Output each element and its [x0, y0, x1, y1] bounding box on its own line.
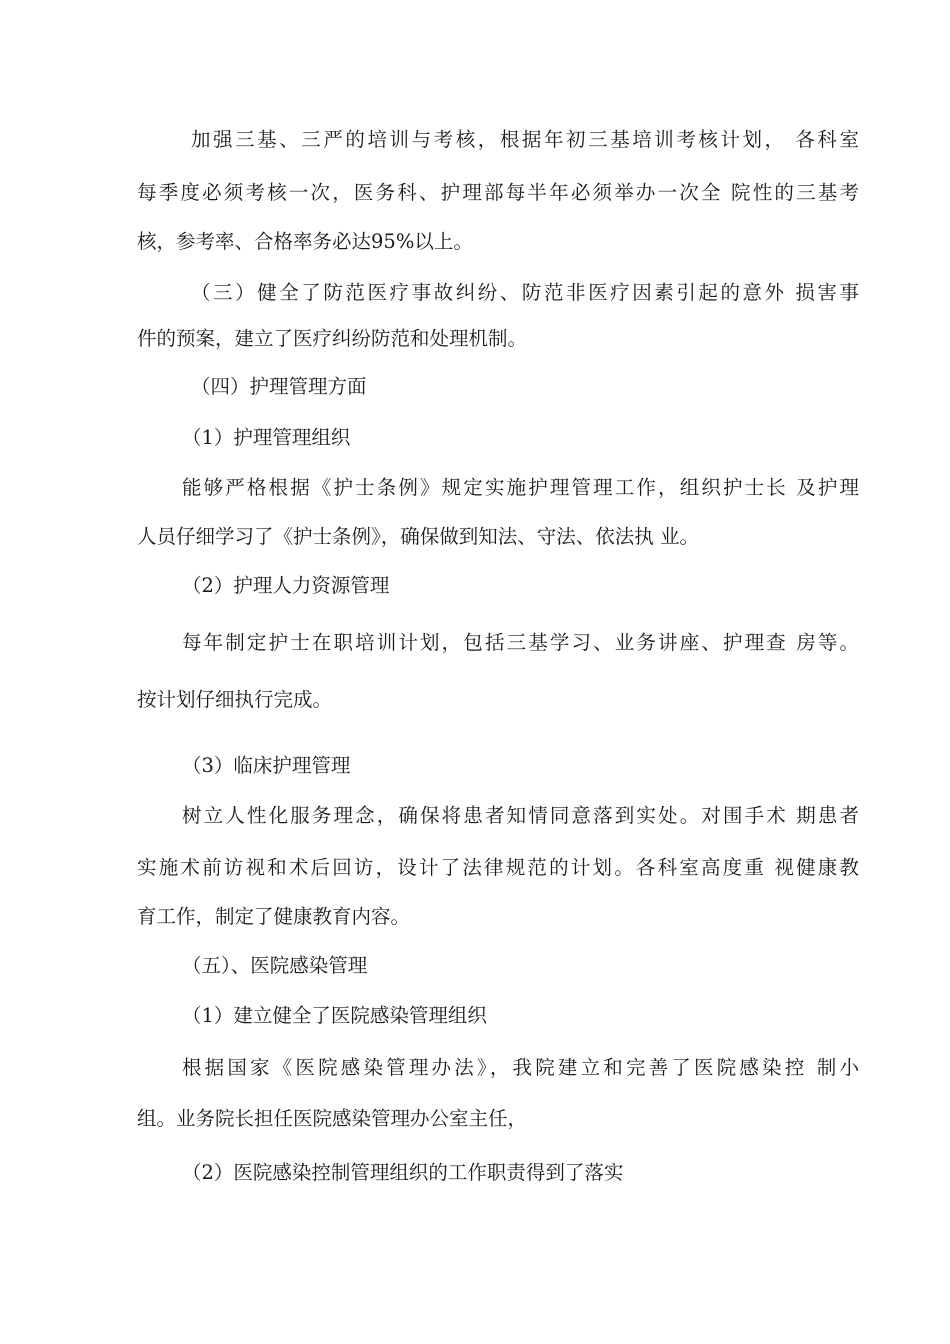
paragraph-4-line-1: 每年制定护士在职培训计划，包括三基学习、业务讲座、护理查 房等。	[182, 631, 859, 654]
paragraph-4-line-2: 按计划仔细执行完成。	[137, 688, 333, 711]
paragraph-3-line-2: 人员仔细学习了《护士条例》，确保做到知法、守法、依法执 业。	[137, 525, 699, 548]
paragraph-3-line-1: 能够严格根据《护士条例》规定实施护理管理工作，组织护士长 及护理	[182, 476, 859, 499]
paragraph-5-line-3: 育工作，制定了健康教育内容。	[137, 905, 411, 928]
subheading-clinical-nursing: （3）临床护理管理	[182, 754, 351, 777]
heading-nursing-management: （四）护理管理方面	[191, 375, 367, 398]
paragraph-2-line-1: （三）健全了防范医疗事故纠纷、防范非医疗因素引起的意外 损害事	[191, 281, 859, 304]
heading-infection-management: （五）、医院感染管理	[182, 954, 368, 977]
subheading-nursing-organization: （1）护理管理组织	[182, 426, 351, 449]
subheading-infection-duties: （2）医院感染控制管理组织的工作职责得到了落实	[182, 1161, 624, 1184]
subheading-infection-organization: （1）建立健全了医院感染管理组织	[182, 1004, 487, 1027]
paragraph-5-line-1: 树立人性化服务理念，确保将患者知情同意落到实处。对围手术 期患者	[182, 804, 859, 827]
paragraph-2-line-2: 件的预案，建立了医疗纠纷防范和处理机制。	[137, 327, 528, 350]
paragraph-1-line-3: 核，参考率、合格率务必达95%以上。	[137, 230, 473, 253]
paragraph-1-line-1: 加强三基、三严的培训与考核，根据年初三基培训考核计划， 各科室	[191, 128, 859, 151]
paragraph-6-line-2: 组。业务院长担任医院感染管理办公室主任，	[137, 1107, 528, 1130]
subheading-nursing-hr: （2）护理人力资源管理	[182, 574, 390, 597]
paragraph-6-line-1: 根据国家《医院感染管理办法》，我院建立和完善了医院感染控 制小	[182, 1056, 859, 1079]
paragraph-1-line-2: 每季度必须考核一次，医务科、护理部每半年必须举办一次全 院性的三基考	[137, 181, 859, 204]
paragraph-5-line-2: 实施术前访视和术后回访，设计了法律规范的计划。各科室高度重 视健康教	[137, 856, 859, 879]
